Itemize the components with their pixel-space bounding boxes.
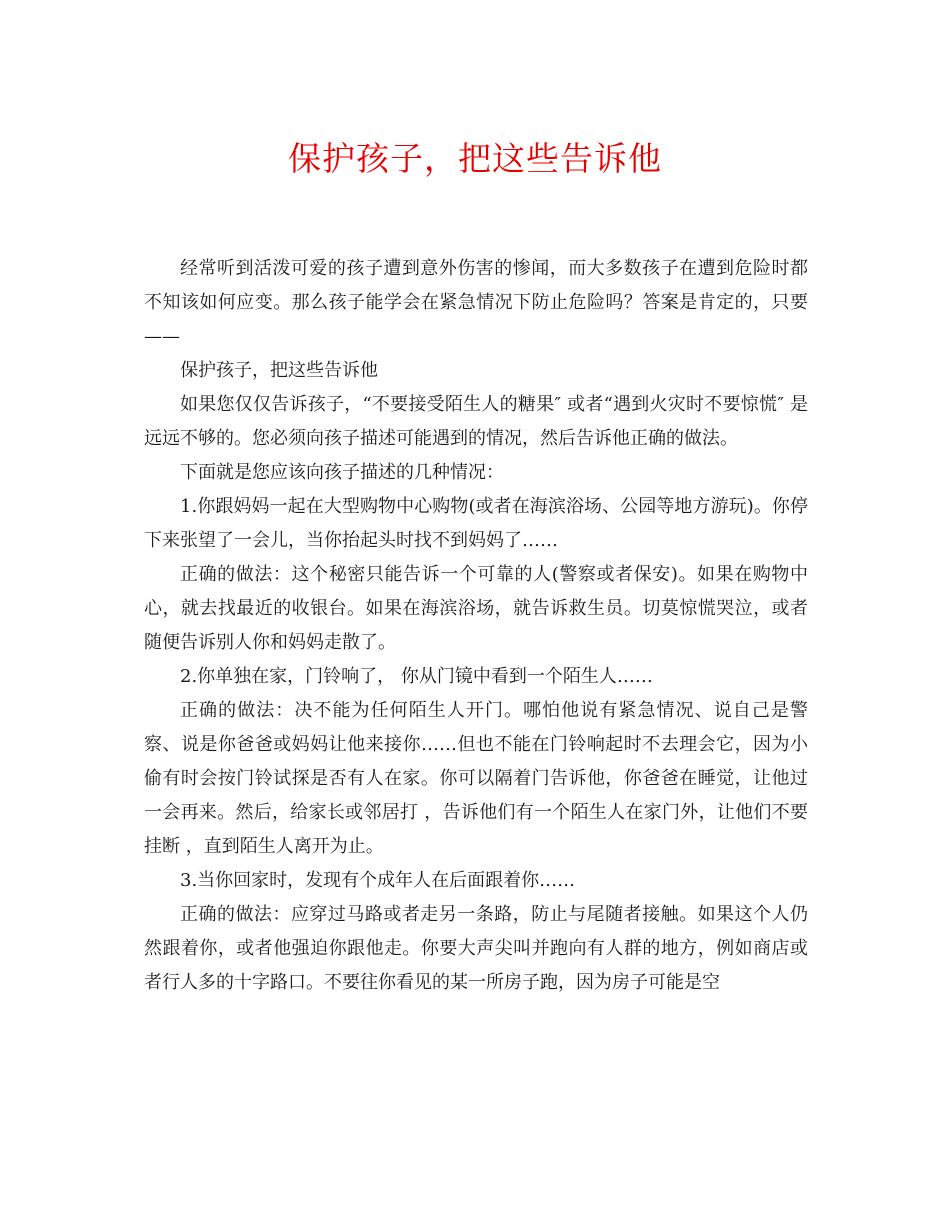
paragraph-list-intro: 下面就是您应该向孩子描述的几种情况： bbox=[180, 462, 504, 483]
paragraph-subtitle: 保护孩子，把这些告诉他 bbox=[180, 360, 378, 381]
paragraph-intro: 经常听到活泼可爱的孩子遭到意外伤害的惨闻，而大多数孩子在遭到危险时都不知该如何应变。那么孩子能学会在紧急情况下防止危险吗？答案是肯定的，只要—— bbox=[144, 258, 808, 347]
paragraph-answer-1: 正确的做法：这个秘密只能告诉一个可靠的人(警察或者保安)。如果在购物中心，就去找最近的收银台。如果在海滨浴场，就告诉救生员。切莫惊慌哭泣，或者随便告诉别人你和妈妈走散了。 bbox=[144, 564, 808, 653]
paragraph-situation-1: 1.你跟妈妈一起在大型购物中心购物(或者在海滨浴场、公园等地方游玩)。你停下来张望了一会儿，当你抬起头时找不到妈妈了…… bbox=[144, 496, 808, 551]
paragraph-situation-2: 2.你单独在家，门铃响了， 你从门镜中看到一个陌生人…… bbox=[180, 666, 653, 687]
document-body bbox=[144, 252, 808, 1000]
document-title: 保护孩子，把这些告诉他 bbox=[288, 139, 662, 178]
paragraph-answer-2: 正确的做法：决不能为任何陌生人开门。哪怕他说有紧急情况、说自己是警察、说是你爸爸或妈妈让他来接你……但也不能在门铃响起时不去理会它，因为小偷有时会按门铃试探是否有人在家。你可以隔着门告诉他，你爸爸在睡觉，让他过一会再来。然后，给家长或邻居打 ，告诉他们有一个陌生人在家门外，让他们不要挂断 ，直到陌生人离开为止。 bbox=[144, 700, 808, 857]
paragraph-answer-3: 正确的做法：应穿过马路或者走另一条路，防止与尾随者接触。如果这个人仍然跟着你，或者他强迫你跟他走。你要大声尖叫并跑向有人群的地方，例如商店或者行人多的十字路口。不要往你看见的某一所房子跑，因为房子可能是空 bbox=[144, 904, 808, 993]
paragraph-situation-3: 3.当你回家时，发现有个成年人在后面跟着你…… bbox=[180, 870, 576, 891]
paragraph-advice: 如果您仅仅告诉孩子，“不要接受陌生人的糖果″ 或者“遇到火灾时不要惊慌″ 是远远不够的。您必须向孩子描述可能遇到的情况，然后告诉他正确的做法。 bbox=[144, 394, 808, 449]
